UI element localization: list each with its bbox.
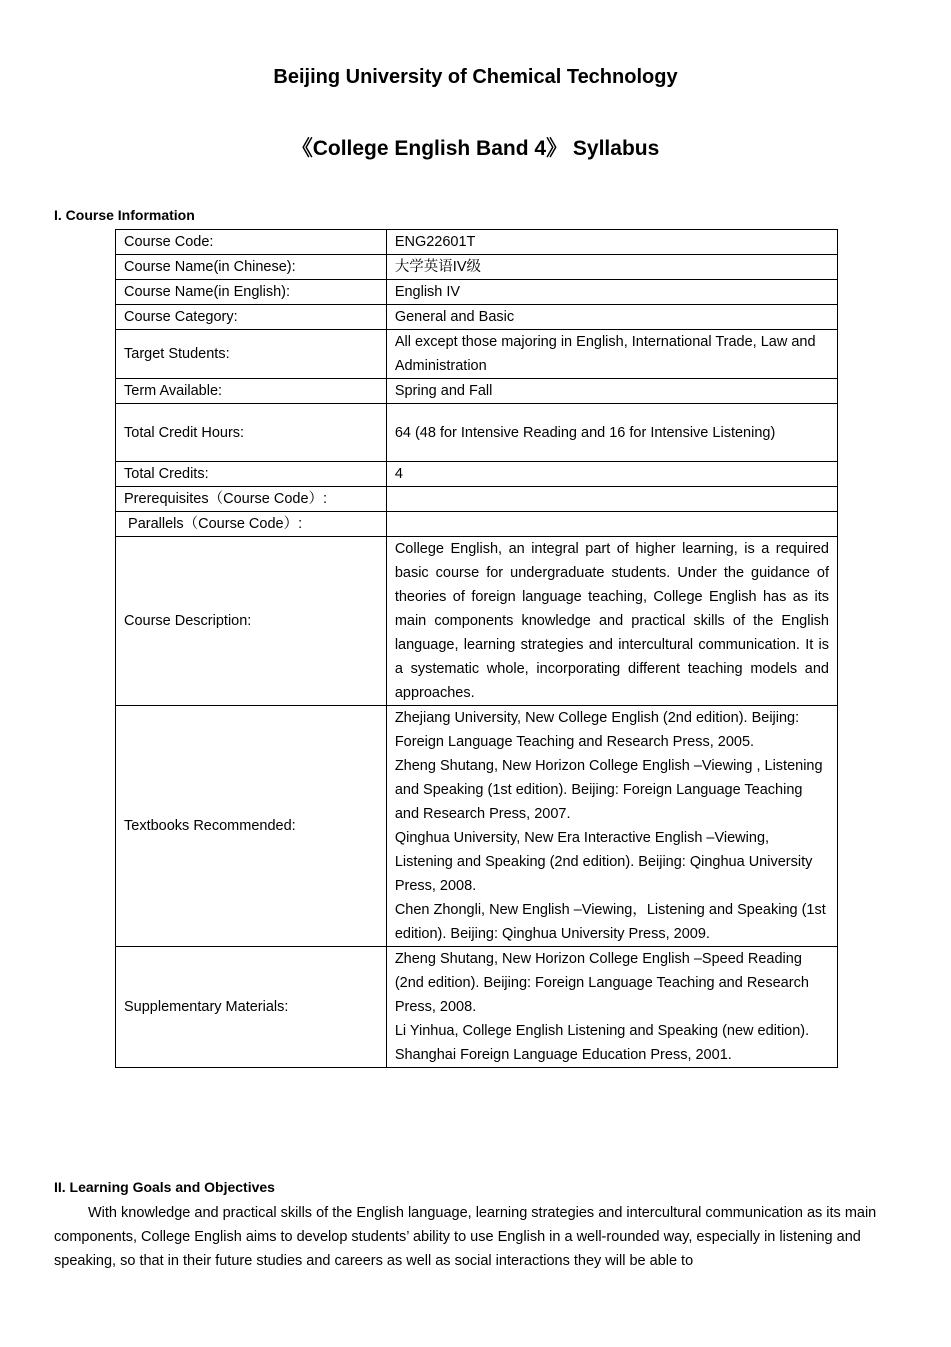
textbooks-list — [386, 706, 837, 947]
course-info-heading: I. Course Information — [54, 207, 195, 223]
term-available-label: Term Available: — [116, 379, 387, 404]
table-row — [116, 487, 838, 512]
table-row — [116, 230, 838, 255]
supplementary-item: Li Yinhua, College English Listening and Speaking (new edition). Shanghai Foreign Language Education Press, 2001. — [394, 1023, 810, 1063]
table-row — [116, 280, 838, 305]
target-students-label: Target Students: — [116, 330, 387, 379]
table-row — [116, 947, 838, 1068]
total-credits-value: 4 — [386, 462, 837, 487]
supplementary-label: Supplementary Materials: — [116, 947, 387, 1068]
prerequisites-label: Prerequisites（Course Code）: — [116, 487, 387, 512]
university-name: Beijing University of Chemical Technology — [273, 66, 678, 88]
learning-goals-paragraph: With knowledge and practical skills of the English language, learning strategies and intercultural communication as its main components, College English aims to develop students’ ability to use English in a well-rounded way, especially in listening and speaking, so that in their future studies and careers as well as social interactions they will be able to — [54, 1205, 877, 1269]
course-name-en-value: English IV — [386, 280, 837, 305]
syllabus-title: 《College English Band 4》 Syllabus — [291, 137, 660, 160]
target-students-value: All except those majoring in English, International Trade, Law and Administration — [386, 330, 837, 379]
course-info-table — [115, 229, 838, 1068]
table-row — [116, 404, 838, 462]
table-row — [116, 706, 838, 947]
prerequisites-value — [386, 487, 837, 512]
table-row — [116, 462, 838, 487]
textbook-item: Zheng Shutang, New Horizon College English –Viewing , Listening and Speaking (1st edition). Beijing: Foreign Language Teaching and Research Press, 2007. — [394, 758, 823, 822]
table-row — [116, 330, 838, 379]
textbook-item: Qinghua University, New Era Interactive English –Viewing, Listening and Speaking (2nd edition). Beijing: Qinghua University Press, 2008. — [394, 830, 813, 894]
credit-hours-value: 64 (48 for Intensive Reading and 16 for Intensive Listening) — [386, 404, 837, 462]
course-name-cn-label: Course Name(in Chinese): — [116, 255, 387, 280]
course-category-label: Course Category: — [116, 305, 387, 330]
textbook-item: Zhejiang University, New College English (2nd edition). Beijing: Foreign Language Teaching and Research Press, 2005. — [394, 710, 800, 750]
course-code-value: ENG22601T — [386, 230, 837, 255]
learning-goals-heading: II. Learning Goals and Objectives — [54, 1179, 275, 1195]
course-category-value: General and Basic — [386, 305, 837, 330]
table-row — [116, 305, 838, 330]
total-credits-label: Total Credits: — [116, 462, 387, 487]
term-available-value: Spring and Fall — [386, 379, 837, 404]
textbook-item: Chen Zhongli, New English –Viewing，Listening and Speaking (1st edition). Beijing: Qinghua University Press, 2009. — [394, 902, 826, 942]
table-row — [116, 512, 838, 537]
course-name-en-label: Course Name(in English): — [116, 280, 387, 305]
course-description-value: College English, an integral part of higher learning, is a required basic course for undergraduate students. Under the guidance of theories of foreign language teaching, College English has as its main components knowledge and practical skills of the English language, learning strategies and intercultural communication. It is a systematic whole, incorporating different teaching models and approaches. — [386, 537, 837, 706]
parallels-label: Parallels（Course Code）: — [116, 512, 387, 537]
course-name-cn-value: 大学英语IV级 — [386, 255, 837, 280]
credit-hours-label: Total Credit Hours: — [116, 404, 387, 462]
table-row — [116, 537, 838, 706]
textbooks-label: Textbooks Recommended: — [116, 706, 387, 947]
course-code-label: Course Code: — [116, 230, 387, 255]
supplementary-item: Zheng Shutang, New Horizon College English –Speed Reading (2nd edition). Beijing: Foreign Language Teaching and Research Press, 2008. — [394, 951, 809, 1015]
table-row — [116, 379, 838, 404]
course-description-label: Course Description: — [116, 537, 387, 706]
table-row — [116, 255, 838, 280]
parallels-value — [386, 512, 837, 537]
supplementary-list — [386, 947, 837, 1068]
